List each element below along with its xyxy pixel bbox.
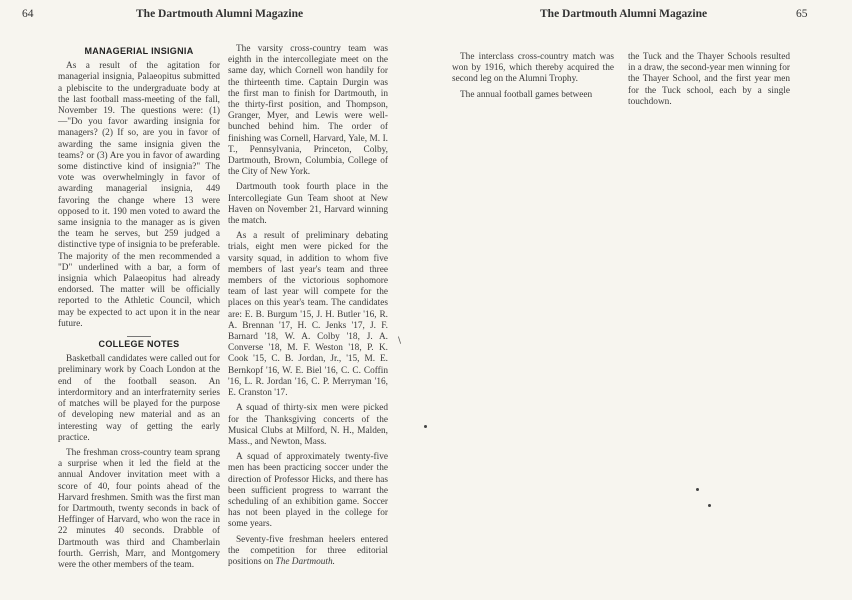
right-page <box>430 0 852 600</box>
basketball-paragraph: Basketball candidates were called out for preliminary work by Coach London at the end of the football season. An interdormitory and an interfraternity series of matches will be played for the purpose of developing new material and as an interesting way of getting the early practice. <box>58 354 220 443</box>
scan-mark-icon: \ <box>398 336 402 346</box>
tuck-thayer-paragraph: the Tuck and the Thayer Schools resulted in a draw, the second-year men winning for the Thayer School, and the first year men for the Tuck school, each by a single touchdown. <box>628 52 790 107</box>
left-page-number: 64 <box>22 8 34 20</box>
interclass-cross-country-paragraph: The interclass cross-country match was won by 1916, which thereby acquired the second leg on the Alumni Trophy. <box>452 52 614 85</box>
freshman-heelers-text: Seventy-five freshman heelers entered the competition for three editorial positions on <box>228 534 388 567</box>
freshman-cross-country-paragraph: The freshman cross-country team sprang a surprise when it led the field at the annual Andover invitation meet with a score of 40, four points ahead of the Harvard freshmen. Smith was the first man for Dartmouth, twenty seconds in back of Heffinger of Harvard, who won the race in 22 minutes 40 seconds. Drabble of Dartmouth was third and Chamberlain fourth. Gerrish, Marr, and Montgomery were the other members of the team. <box>58 447 220 570</box>
right-column-2 <box>628 52 790 112</box>
scan-dot-icon <box>708 504 711 507</box>
right-column-1 <box>452 52 614 105</box>
managerial-insignia-paragraph: As a result of the agitation for managerial insignia, Palaeopitus submitted a plebiscite to the undergraduate body at the last football mass-meeting of the fall, November 19. The questions were: (1)—"Do you favor awarding insignia for managers? (2) If so, are you in favor of awarding the same insignia given the teams? or (3) Are you in favor of awarding some distinctive kind of insignia?" The vote was overwhelmingly in favor of awarding managerial insignia, 449 favoring the change where 13 were opposed to it. 190 men voted to award the same insignia to the manager as is given the team he serves, but 259 judged a distinctive type of insignia to be preferable. The majority of the men recommended a "D" underlined with a bar, a form of insignia which Palaeopitus had already endorsed. The matter will be officially reported to the Athletic Council, which may be expected to act upon it in the near future. <box>58 61 220 329</box>
gun-team-paragraph: Dartmouth took fourth place in the Intercollegiate Gun Team shoot at New Haven on November 21, Harvard winning the match. <box>228 182 388 227</box>
managerial-insignia-heading: MANAGERIAL INSIGNIA <box>84 46 194 56</box>
section-divider <box>127 336 151 337</box>
scan-dot-icon <box>424 425 427 428</box>
annual-football-paragraph: The annual football games between <box>460 89 593 100</box>
debating-paragraph: As a result of preliminary debating trials, eight men were picked for the varsity squad, in addition to whom five members of last year's team and three members of the victorious sophomore team of last year will compete for the places on this year's team. The candidates are: E. B. Burgum '15, J. H. Butler '16, R. A. Brennan '17, H. C. Jenks '17, J. F. Barnard '18, W. A. Colby '18, J. A. Converse '18, M. F. Weston '18, P. K. Cook '15, C. B. Jordan, Jr., '15, M. E. Bernkopf '16, W. E. Biel '16, C. C. Coffin '16, L. R. Jordan '16, C. P. Merryman '16, E. Cranston '17. <box>228 231 388 399</box>
varsity-cross-country-paragraph: The varsity cross-country team was eighth in the intercollegiate meet on the same day, which Cornell won handily for the thirteenth time. Captain Durgin was the first man to finish for Dartmouth, in the thirty-first position, and Thompson, Granger, Myer, and Lewis were well-bunched behind him. The order of finishing was Cornell, Harvard, Yale, M. I. T., Pennsylvania, Princeton, Colby, Dartmouth, Brown, Columbia, College of the City of New York. <box>228 44 388 178</box>
the-dartmouth-italic: The Dartmouth. <box>275 556 335 567</box>
soccer-paragraph: A squad of approximately twenty-five men has been practicing soccer under the direction of Professor Hicks, and there has been sufficient progress to warrant the scheduling of an exhibition game. Soccer has not been played in the college for some years. <box>228 452 388 530</box>
left-running-head: The Dartmouth Alumni Magazine <box>136 8 304 20</box>
college-notes-heading: COLLEGE NOTES <box>98 339 180 350</box>
left-column-2 <box>228 44 388 572</box>
musical-clubs-paragraph: A squad of thirty-six men were picked for the Thanksgiving concerts of the Musical Clubs at Milford, N. H., Malden, Mass., and Newton, Mass. <box>228 403 388 447</box>
scan-dot-icon <box>696 488 699 491</box>
freshman-heelers-paragraph <box>228 535 388 569</box>
left-column-1 <box>58 44 220 575</box>
right-page-number: 65 <box>796 8 808 20</box>
right-running-head: The Dartmouth Alumni Magazine <box>540 8 708 20</box>
